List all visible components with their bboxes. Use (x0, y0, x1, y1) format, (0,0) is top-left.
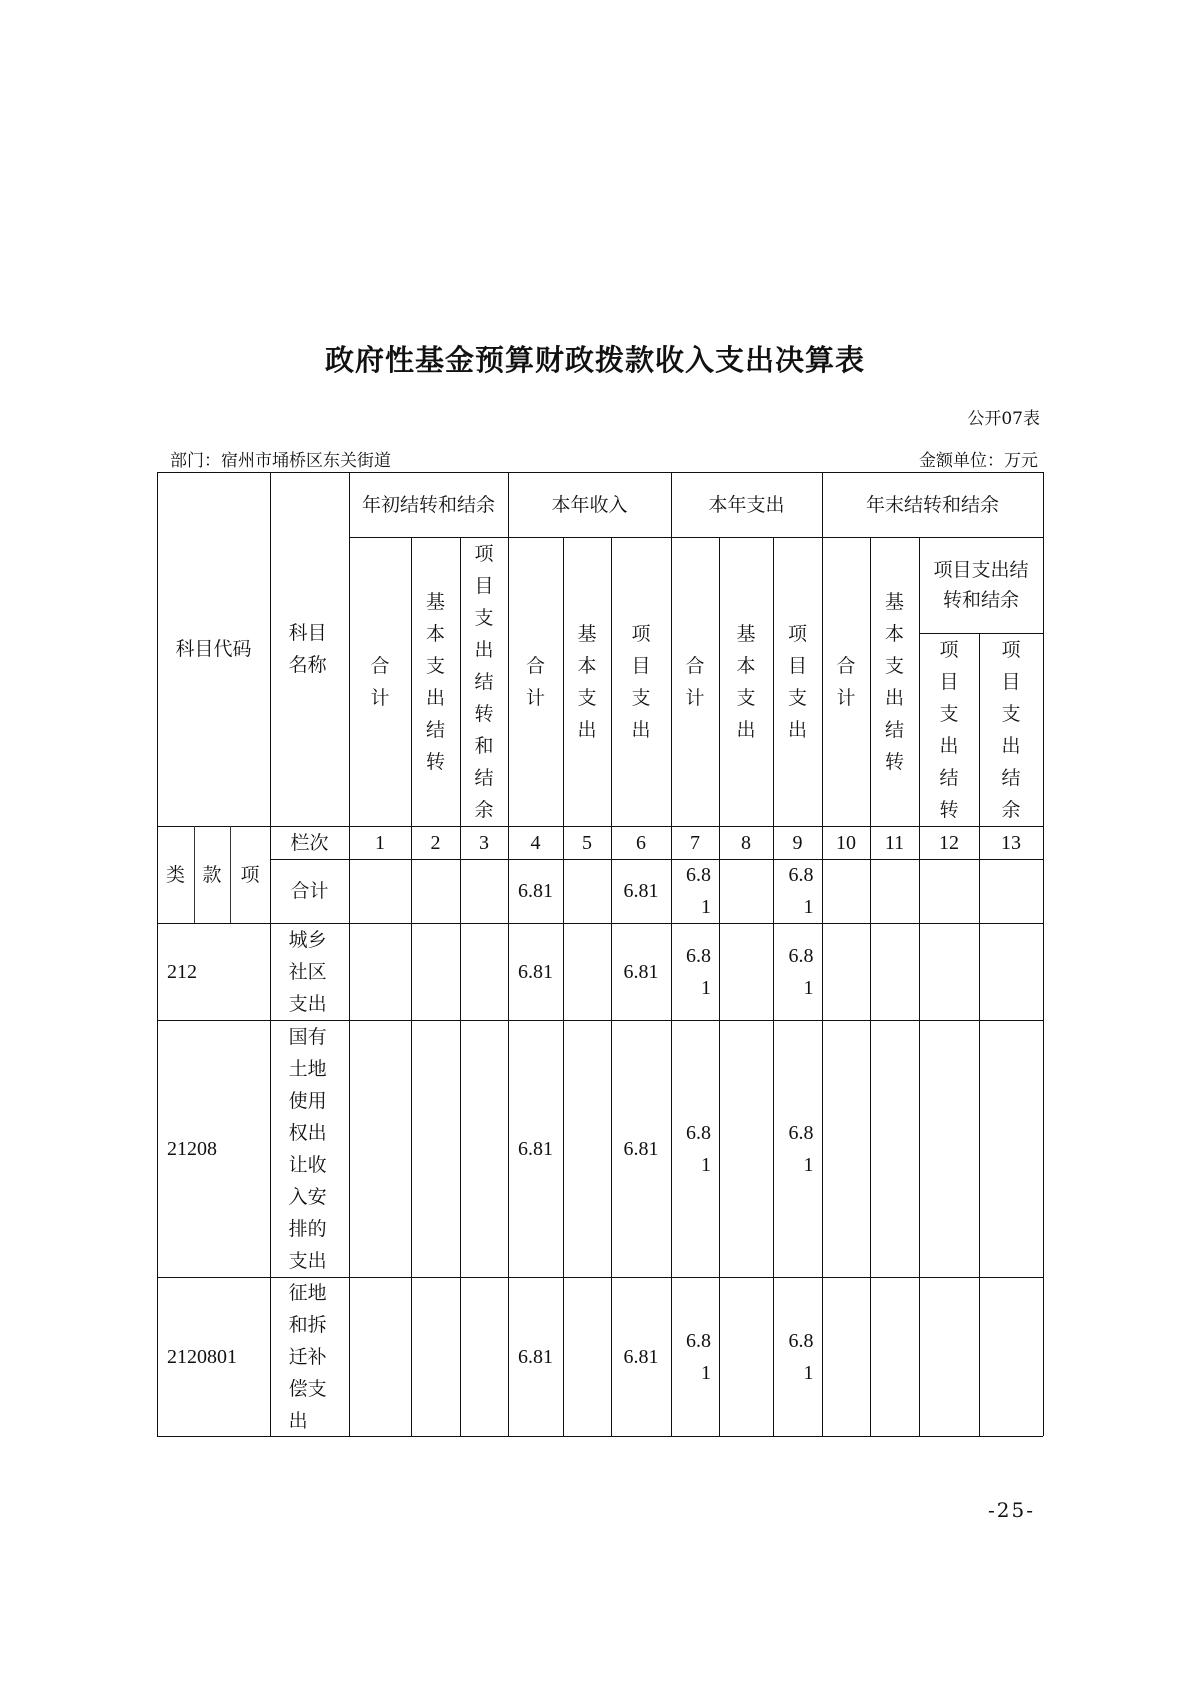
row-value-text: 6.81 (518, 1137, 553, 1160)
document-title: 政府性基金预算财政拨款收入支出决算表 (324, 343, 865, 377)
row-value (563, 923, 611, 1020)
row-value (508, 1020, 563, 1277)
header-subject-code (157, 472, 270, 826)
column-number (822, 826, 870, 859)
header-subcol (773, 537, 822, 826)
column-number (773, 826, 822, 859)
column-number (508, 826, 563, 859)
row-value-text: 6.81 (788, 1329, 814, 1384)
header-subcol (460, 537, 508, 826)
header-subcol-text: 项目支出结转 (939, 638, 959, 821)
row-value (773, 1020, 822, 1277)
header-group-2 (671, 472, 822, 537)
code-part-label (157, 826, 194, 923)
row-value (773, 923, 822, 1020)
code-part-label (230, 826, 270, 923)
header-subcol (719, 537, 773, 826)
row-value (979, 1277, 1043, 1436)
column-number-text: 4 (530, 831, 541, 854)
column-number (870, 826, 919, 859)
header-subject-code-text: 科目代码 (175, 638, 252, 660)
column-row-label (270, 826, 349, 859)
row-value-text: 6.81 (518, 1345, 553, 1368)
row-subject-code (157, 923, 270, 1020)
row-value (611, 859, 671, 923)
row-value (719, 1020, 773, 1277)
header-subcol (870, 537, 919, 826)
row-value (411, 1020, 460, 1277)
department-label: 部门：宿州市埇桥区东关街道 (170, 451, 391, 471)
row-value (822, 923, 870, 1020)
row-subject-name-text: 国有土地使用权出让收入安排的支出 (288, 1025, 327, 1272)
row-subject-code (157, 1020, 270, 1277)
header-subcol (611, 537, 671, 826)
column-number-text: 7 (690, 831, 700, 854)
row-value-text: 6.81 (788, 1121, 814, 1176)
header-subcol (671, 537, 719, 826)
row-value (773, 859, 822, 923)
header-group-0-text: 年初结转和结余 (362, 493, 496, 516)
amount-unit-label: 金额单位：万元 (919, 451, 1038, 471)
row-value (563, 1277, 611, 1436)
row-value (719, 859, 773, 923)
header-group-3-text: 年末结转和结余 (865, 493, 999, 516)
column-number-text: 12 (939, 831, 959, 854)
row-value-text: 6.81 (686, 864, 711, 918)
header-subcol-text: 基本支出结转 (425, 590, 445, 773)
row-value (611, 1277, 671, 1436)
header-subject-name-text: 科目名称 (288, 622, 327, 676)
row-value (349, 1277, 411, 1436)
column-number (460, 826, 508, 859)
column-number-text: 1 (375, 831, 385, 854)
header-subject-name (270, 472, 349, 826)
header-subcol (411, 537, 460, 826)
row-value (822, 1277, 870, 1436)
row-value (411, 859, 460, 923)
header-group-0 (349, 472, 508, 537)
row-value (411, 923, 460, 1020)
row-value-text: 6.81 (623, 1137, 659, 1160)
column-number (411, 826, 460, 859)
row-subject-code-text: 212 (167, 960, 197, 983)
header-subcol-text: 基本支出 (736, 622, 756, 741)
header-subcol (822, 537, 870, 826)
header-subcol-text: 项目支出结余 (1001, 638, 1021, 821)
header-subgroup-text: 项目支出结转和结余 (933, 559, 1029, 611)
row-value (563, 1020, 611, 1277)
row-value (919, 1020, 979, 1277)
row-subject-name-text: 城乡社区支出 (288, 928, 327, 1015)
row-subject-name (270, 859, 349, 923)
row-value (611, 1020, 671, 1277)
row-value (919, 923, 979, 1020)
header-group-3 (822, 472, 1043, 537)
row-value (919, 1277, 979, 1436)
row-value (870, 923, 919, 1020)
row-value (773, 1277, 822, 1436)
row-value (349, 1020, 411, 1277)
row-value (979, 923, 1043, 1020)
header-subcol-text: 合计 (836, 654, 856, 709)
row-value-text: 6.81 (518, 880, 553, 902)
row-value (671, 1277, 719, 1436)
column-number-text: 8 (741, 831, 751, 854)
row-value (919, 859, 979, 923)
column-number (349, 826, 411, 859)
header-group-1 (508, 472, 671, 537)
column-number-text: 6 (636, 831, 646, 854)
column-number (919, 826, 979, 859)
row-value (671, 923, 719, 1020)
row-value (508, 1277, 563, 1436)
header-subcol-text: 项目支出 (787, 622, 807, 741)
header-subcol-text: 项目支出结转和结余 (474, 542, 494, 821)
code-part-label-text: 类 (165, 863, 185, 886)
column-number-text: 5 (582, 831, 592, 854)
row-value (460, 1020, 508, 1277)
header-subcol-text: 合计 (685, 654, 705, 709)
row-value (611, 923, 671, 1020)
row-value-text: 6.81 (623, 880, 659, 902)
row-subject-name-text: 合计 (290, 880, 329, 902)
row-value-text: 6.81 (686, 1121, 711, 1176)
row-value (508, 923, 563, 1020)
code-part-label-text: 款 (202, 863, 222, 886)
header-subcol-text: 基本支出 (577, 622, 597, 741)
column-number (611, 826, 671, 859)
row-value (870, 1277, 919, 1436)
row-subject-name (270, 1277, 349, 1436)
row-value-text: 6.81 (686, 944, 711, 999)
row-value-text: 6.81 (518, 960, 553, 983)
column-number (671, 826, 719, 859)
row-value (671, 859, 719, 923)
row-value (508, 859, 563, 923)
row-value (460, 923, 508, 1020)
column-number-text: 2 (430, 831, 441, 854)
row-value-text: 6.81 (686, 1329, 711, 1384)
row-value (671, 1020, 719, 1277)
header-subcol (979, 633, 1043, 826)
row-subject-name (270, 923, 349, 1020)
header-subcol-text: 合计 (370, 654, 390, 709)
table-right-border (1043, 472, 1044, 1436)
header-subcol-text: 基本支出结转 (884, 590, 904, 773)
row-value (979, 1020, 1043, 1277)
header-subgroup (919, 537, 1043, 633)
column-row-label-text: 栏次 (290, 831, 329, 854)
row-subject-code-text: 21208 (167, 1137, 217, 1160)
column-number (979, 826, 1043, 859)
form-code: 公开07表 (967, 409, 1040, 429)
row-subject-name (270, 1020, 349, 1277)
row-subject-name-text: 征地和拆迁补偿支出 (288, 1281, 327, 1432)
row-value (719, 1277, 773, 1436)
page-number: -25- (988, 1498, 1035, 1522)
row-value (460, 1277, 508, 1436)
column-number (719, 826, 773, 859)
row-value (411, 1277, 460, 1436)
row-value-text: 6.81 (788, 864, 814, 918)
row-subject-code (157, 1277, 270, 1436)
code-part-label-text: 项 (240, 863, 260, 886)
header-subcol-text: 项目支出 (631, 622, 651, 741)
row-value (870, 859, 919, 923)
row-value (979, 859, 1043, 923)
row-subject-code-text: 2120801 (167, 1345, 237, 1368)
column-number-text: 9 (792, 831, 803, 854)
row-value (822, 859, 870, 923)
row-value (719, 923, 773, 1020)
column-number (563, 826, 611, 859)
column-number-text: 10 (836, 831, 856, 854)
header-subcol (508, 537, 563, 826)
row-value-text: 6.81 (788, 944, 814, 999)
row-value (349, 859, 411, 923)
row-value (822, 1020, 870, 1277)
row-value (870, 1020, 919, 1277)
row-value (563, 859, 611, 923)
column-number-text: 3 (479, 831, 489, 854)
header-group-2-text: 本年支出 (708, 493, 785, 516)
header-group-1-text: 本年收入 (551, 493, 628, 516)
row-value (460, 859, 508, 923)
header-subcol (563, 537, 611, 826)
header-subcol (349, 537, 411, 826)
code-part-label (194, 826, 230, 923)
row-value-text: 6.81 (623, 1345, 659, 1368)
column-number-text: 13 (1001, 831, 1021, 854)
row-value-text: 6.81 (623, 960, 659, 983)
column-number-text: 11 (884, 831, 905, 854)
header-subcol (919, 633, 979, 826)
header-subcol-text: 合计 (525, 654, 545, 709)
row-value (349, 923, 411, 1020)
